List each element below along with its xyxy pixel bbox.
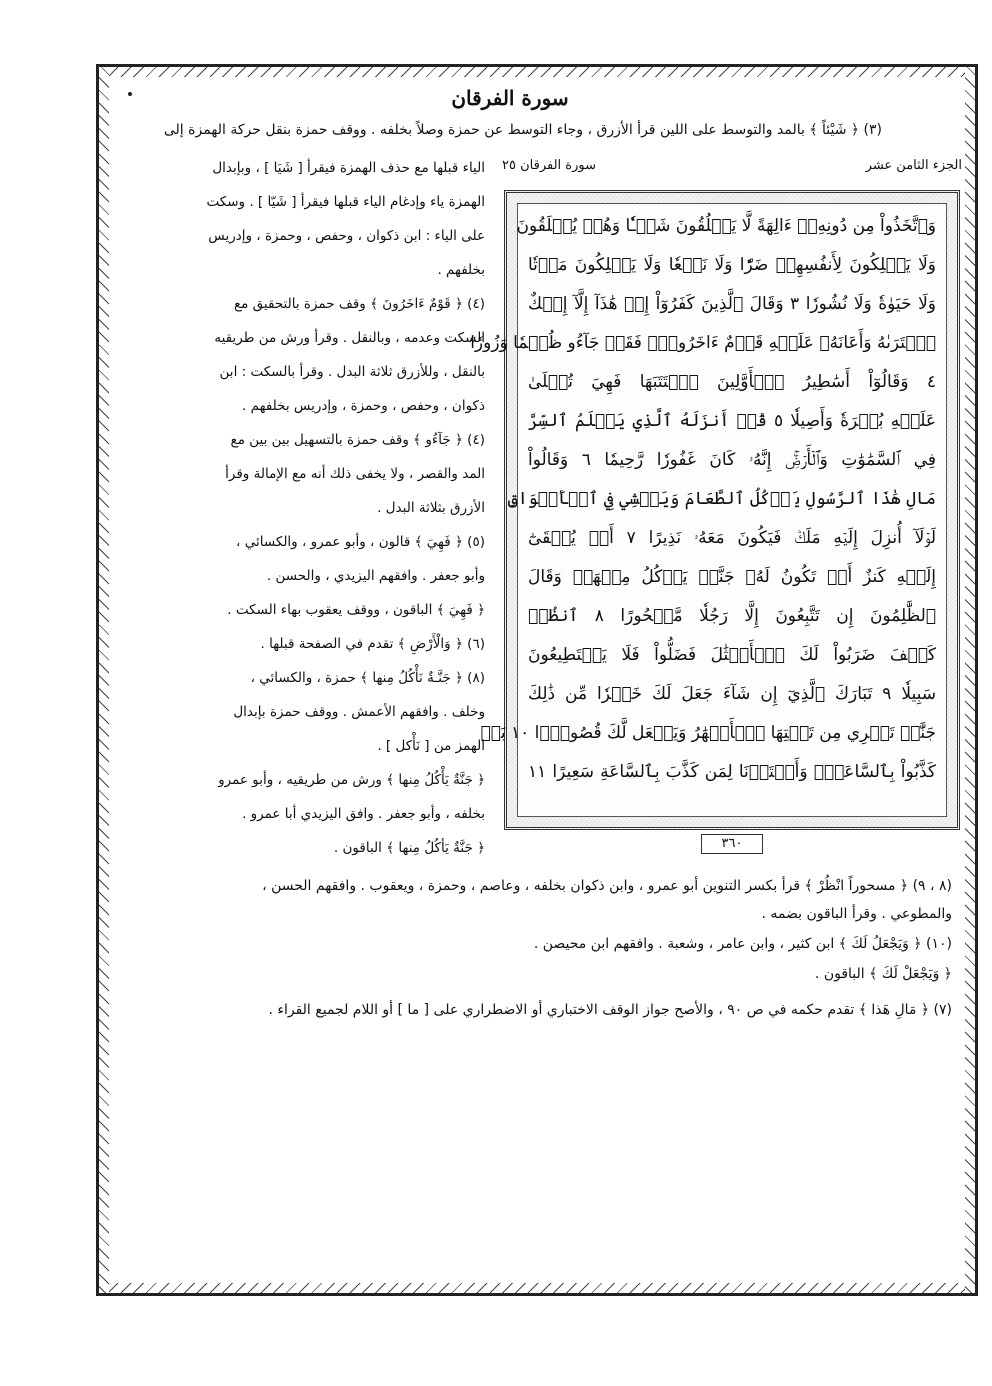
mushaf-text-box — [470, 190, 960, 830]
commentary-line: وخلف . وافقهم الأعمش . ووقف حمزة بإبدال — [233, 704, 485, 720]
commentary-line: (٤) ﴿ قَوْمٌ ءَاخَرُونَ ﴾ وقف حمزة بالتحقيق مع — [233, 296, 485, 312]
footer-note: ﴿ وَيَجْعَلْ لَكَ ﴾ الباقون . — [814, 966, 952, 982]
commentary-line: بخلفهم . — [437, 262, 485, 278]
commentary-line: ﴿ جَنَّةٌ يَأكُلُ مِنها ﴾ الباقون . — [333, 840, 485, 856]
quran-line: كَذَّبُواْ بِٱلسَّاعَةِۖ وَأَعۡتَدۡنَا لِمَن كَذَّبَ بِٱلسَّاعَةِ سَعِيرًا ١١ — [528, 762, 936, 782]
quran-line: لَوۡلَآ أُنزِلَ إِلَيۡهِ مَلَكٞ فَيَكُونَ مَعَهُۥ نَذِيرًا ٧ أَوۡ يُلۡقَىٰٓ — [528, 528, 936, 548]
commentary-line: الهمزة ياء وإدغام الياء قبلها فيقرأ [ شَيّا ] . وسكت — [206, 194, 485, 210]
commentary-line: ﴿ جَنَّةٌ يَأْكُلُ مِنها ﴾ ورش من طريقيه ، وأبو عمرو — [218, 772, 485, 788]
page-number: ٣٦٠ — [701, 834, 763, 854]
commentary-line: الأزرق بثلاثة البدل . — [377, 500, 485, 516]
surah-label: سورة الفرقان ٢٥ — [502, 158, 596, 173]
mushaf-header — [494, 150, 970, 180]
commentary-line: بالنقل ، وللأزرق ثلاثة البدل . وقرأ بالسكت : ابن — [219, 364, 485, 380]
quran-line: ٱلظَّٰلِمُونَ إِن تَتَّبِعُونَ إِلَّا رَجُلٗا مَّسۡحُورًا ٨ ٱنظُرۡ — [528, 606, 936, 626]
quran-line: كَيۡفَ ضَرَبُواْ لَكَ ٱلۡأَمۡثَٰلَ فَضَلُّواْ فَلَا يَسۡتَطِيعُونَ — [528, 645, 936, 665]
commentary-line: السكت وعدمه ، وبالنقل . وقرأ ورش من طريقيه — [214, 330, 485, 346]
quran-line: وَلَا حَيَوٰةٗ وَلَا نُشُورٗا ٣ وَقَالَ ٱلَّذِينَ كَفَرُوٓاْ إِنۡ هَٰذَآ إِلَّآ إِفۡكٌ — [528, 294, 936, 314]
commentary-line: الياء قبلها مع حذف الهمزة فيقرأ [ شَيَا ] ، وبإبدال — [212, 160, 485, 176]
top-note: (٣) ﴿ شَيْئاً ﴾ بالمد والتوسط على اللين قرأ الأزرق ، وجاء التوسط عن حمزة وصلاً بخلفه . ووقف حمزة بنقل حركة الهمزة إلى — [163, 122, 882, 138]
quran-line: وَٱتَّخَذُواْ مِن دُونِهِۦٓ ءَالِهَةً لَّا يَخۡلُقُونَ شَيۡـٔٗا وَهُمۡ يُخۡلَقُونَ — [516, 216, 936, 236]
quran-line: إِلَيۡهِ كَنزٌ أَوۡ تَكُونُ لَهُۥ جَنَّةٞ يَأۡكُلُ مِنۡهَاۚ وَقَالَ — [528, 567, 936, 587]
quran-line: ٱفۡتَرَىٰهُ وَأَعَانَهُۥ عَلَيۡهِ قَوۡمٌ ءَاخَرُونَۖ فَقَدۡ جَآءُو ظُلۡمٗا وَزُورٗا — [470, 333, 936, 353]
decorative-dot — [128, 92, 132, 96]
commentary-line: ﴿ فَهِيَ ﴾ الباقون ، ووقف يعقوب بهاء السكت . — [227, 602, 485, 618]
quran-line: وَلَا يَمۡلِكُونَ لِأَنفُسِهِمۡ ضَرّٗا وَلَا نَفۡعٗا وَلَا يَمۡلِكُونَ مَوۡتٗا — [528, 255, 936, 275]
border-top — [99, 67, 975, 77]
commentary-line: بخلفه ، وأبو جعفر . وافق اليزيدي أبا عمرو . — [242, 806, 485, 822]
footer-note: (١٠) ﴿ وَيَجْعَلُ لَكَ ﴾ ابن كثير ، وابن عامر ، وشعبة . وافقهم ابن محيصن . — [533, 936, 952, 952]
commentary-line: (٨) ﴿ جَنَّـةٌ نَأْكُلُ مِنها ﴾ حمزة ، والكسائي ، — [250, 670, 485, 686]
mushaf-inner — [470, 203, 947, 817]
footer-note: (٨ ، ٩) ﴿ مسحوراً انْظُرْ ﴾ قرأ بكسر التنوين أبو عمرو ، وابن ذكوان بخلفه ، وعاصم ، وحمزة ، ويعقوب . وافقهم الحسن ، — [262, 878, 952, 894]
footer-note: والمطوعي . وقرأ الباقون بضمه . — [761, 906, 952, 922]
quran-line: عَلَيۡهِ بُكۡرَةٗ وَأَصِيلٗا ٥ قُلۡ أَنزَلَهُ ٱلَّذِي يَعۡلَمُ ٱلسِّرَّ — [528, 411, 936, 431]
commentary-line: وأبو جعفر . وافقهم اليزيدي ، والحسن . — [266, 568, 485, 584]
quran-line: فِي ٱلسَّمَٰوَٰتِ وَٱلۡأَرۡضِۚ إِنَّهُۥ كَانَ غَفُورٗا رَّحِيمٗا ٦ وَقَالُواْ — [528, 450, 937, 470]
commentary-line: (٥) ﴿ فَهِيَ ﴾ قالون ، وأبو عمرو ، والكسائي ، — [236, 534, 485, 550]
quran-line: ٤ وَقَالُوٓاْ أَسَٰطِيرُ ٱلۡأَوَّلِينَ ٱكۡتَتَبَهَا فَهِيَ تُمۡلَىٰ — [528, 372, 936, 392]
footer-note: (٧) ﴿ مَالِ هَذا ﴾ تقدم حكمه في ص ٩٠ ، والأصح جواز الوقف الاختباري أو الاضطراري على [ ما ] أو اللام لجميع القراء . — [268, 1002, 952, 1018]
page-title: سورة الفرقان — [451, 86, 569, 110]
mushaf-panel — [470, 150, 970, 856]
border-bottom — [99, 1283, 975, 1293]
quran-line: سَبِيلٗا ٩ تَبَارَكَ ٱلَّذِيٓ إِن شَآءَ جَعَلَ لَكَ خَيۡرٗا مِّن ذَٰلِكَ — [528, 684, 936, 704]
commentary-line: (٤) ﴿ جَآءُو ﴾ وقف حمزة بالتسهيل بين بين مع — [230, 432, 485, 448]
commentary-line: (٦) ﴿ وَالْأَرْضِ ﴾ تقدم في الصفحة قبلها . — [260, 636, 485, 652]
commentary-line: الهمز من [ نَأْكل ] . — [377, 738, 485, 754]
commentary-line: على الياء : ابن ذكوان ، وحفص ، وحمزة ، وإدريس — [208, 228, 485, 244]
juz-label: الجزء الثامن عشر — [865, 158, 962, 173]
commentary-line: ذكوان ، وحفص ، وحمزة ، وإدريس بخلفهم . — [242, 398, 485, 414]
commentary-line: المد والقصر ، ولا يخفى ذلك أنه مع الإمالة وقرأ — [225, 466, 485, 482]
quran-line: مَالِ هَٰذَا ٱلرَّسُولِ يَأۡكُلُ ٱلطَّعَامَ وَيَمۡشِي فِي ٱلۡأَسۡوَاقِ — [507, 489, 936, 509]
border-left — [99, 67, 109, 1293]
quran-line: جَنَّٰتٖ تَجۡرِي مِن تَحۡتِهَا ٱلۡأَنۡهَٰرُ وَيَجۡعَل لَّكَ قُصُورَۢا ١٠ بَلۡ — [480, 723, 936, 743]
